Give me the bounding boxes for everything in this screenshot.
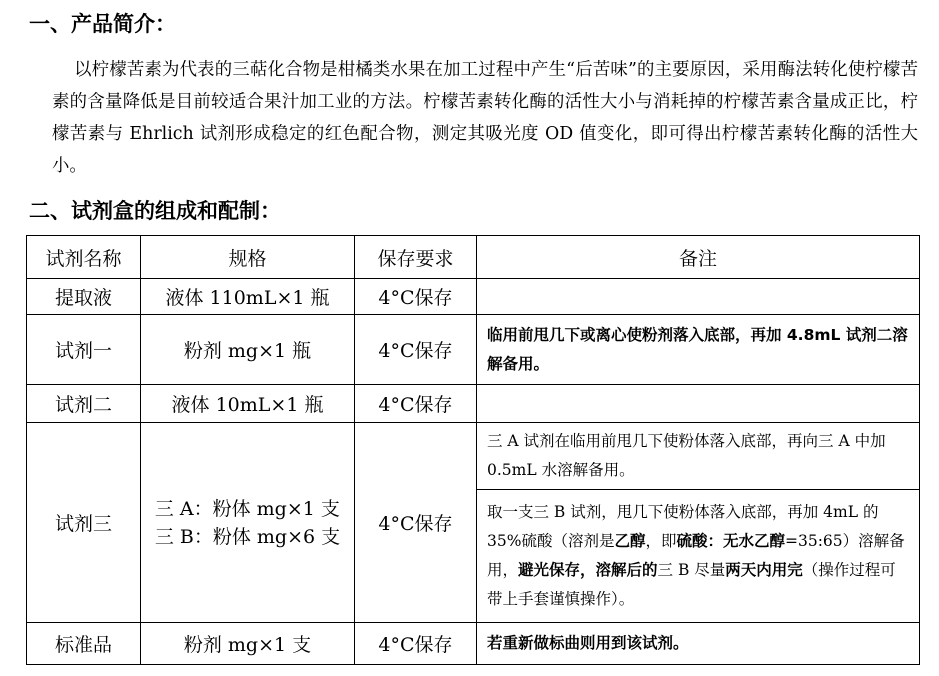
table-row [27, 623, 920, 665]
row-name: 试剂三 [27, 423, 141, 623]
table-row [27, 423, 920, 490]
row-name: 试剂二 [27, 385, 141, 423]
section2-title: 二、试剂盒的组成和配制： [29, 199, 281, 223]
table-row [27, 385, 920, 423]
section1-title: 一、产品简介： [29, 12, 176, 36]
note-text: ，即 [645, 532, 677, 550]
note-text: =35:65）溶解备用， [487, 532, 905, 579]
row-name: 标准品 [27, 623, 141, 665]
row-note [477, 385, 920, 423]
header-storage: 保存要求 [355, 236, 477, 279]
note-bold-text: 硫酸：无水乙醇 [676, 532, 785, 550]
row-note [477, 279, 920, 315]
table-row [27, 315, 920, 385]
row-storage: 4°C保存 [355, 385, 477, 423]
note-text: 三 B 尽量 [657, 561, 726, 579]
row-name: 提取液 [27, 279, 141, 315]
note-bold-text: 乙醇 [614, 532, 646, 550]
header-note: 备注 [477, 236, 920, 279]
intro-text: 以柠檬苦素为代表的三萜化合物是柑橘类水果在加工过程中产生“后苦味”的主要原因，采用酶法转化使柠檬苦素的含量降低是目前较适合果汁加工业的方法。柠檬苦素转化酶的活性大小与消耗掉的柠檬苦素含量成正比，柠檬苦素与 Ehrlich 试剂形成稳定的红色配合物，测定其吸光度 OD 值变化，即可得出柠檬苦素转化酶的活性大小。 [52, 60, 918, 176]
row-note: 若重新做标曲则用到该试剂。 [477, 623, 920, 665]
row-storage: 4°C保存 [355, 623, 477, 665]
row-note: 临用前甩几下或离心使粉剂落入底部，再加 4.8mL 试剂二溶解备用。 [477, 315, 920, 385]
intro-paragraph [52, 54, 918, 182]
row-storage: 4°C保存 [355, 423, 477, 623]
row-storage: 4°C保存 [355, 315, 477, 385]
row-spec [141, 423, 355, 623]
note-bold-text: 避光保存，溶解后的 [518, 561, 658, 579]
note-text: 取一支三 B 试剂，甩几下使粉体落入底部，再加 4mL 的 35%硫酸（溶剂是 [487, 503, 879, 550]
note-text: （操作过程可带上手套谨慎操作）。 [487, 561, 896, 608]
spec-3b: 三 B：粉体 mg×6 支 [154, 525, 341, 548]
row-name: 试剂一 [27, 315, 141, 385]
header-spec: 规格 [141, 236, 355, 279]
row-note-3b [477, 490, 920, 623]
row-spec: 液体 110mL×1 瓶 [141, 279, 355, 315]
row-spec: 粉剂 mg×1 瓶 [141, 315, 355, 385]
header-name: 试剂名称 [27, 236, 141, 279]
row-storage: 4°C保存 [355, 279, 477, 315]
note-bold-text: 两天内用完 [725, 561, 803, 579]
table-header-row [27, 236, 920, 279]
row-note-3a: 三 A 试剂在临用前甩几下使粉体落入底部，再向三 A 中加 0.5mL 水溶解备用。 [477, 423, 920, 490]
reagent-table [26, 235, 920, 665]
row-spec: 粉剂 mg×1 支 [141, 623, 355, 665]
spec-3a: 三 A：粉体 mg×1 支 [154, 497, 340, 520]
row-spec: 液体 10mL×1 瓶 [141, 385, 355, 423]
table-row [27, 279, 920, 315]
